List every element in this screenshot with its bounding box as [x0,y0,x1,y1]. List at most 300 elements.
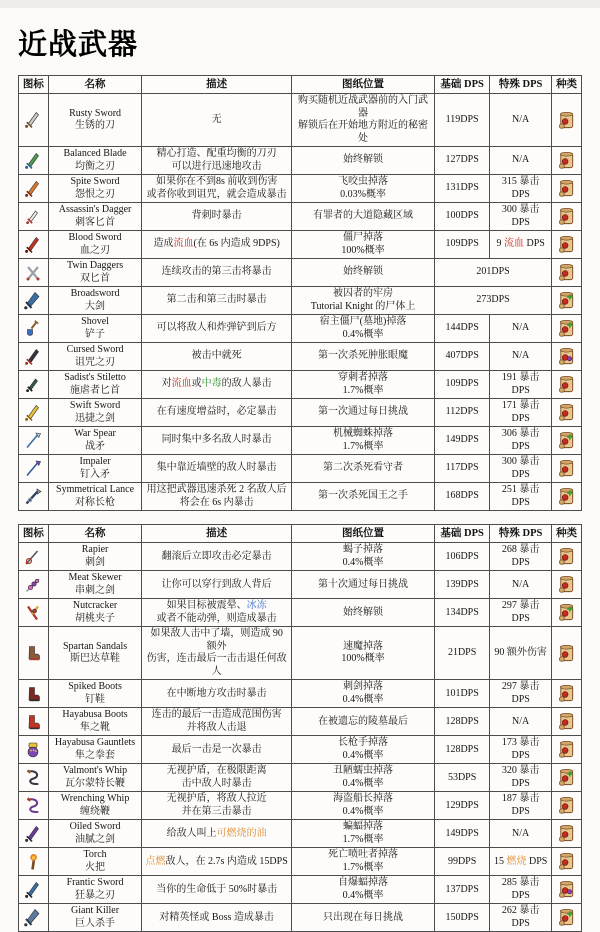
description-line [144,406,289,419]
weapon-name-en: Nutcracker [72,600,118,612]
special-dps-cell [490,455,552,483]
location-cell [292,343,435,371]
weapon-name-en: Oiled Sword [69,821,121,833]
base-dps-cell: 149DPS [435,820,490,848]
description-cell [142,571,292,599]
special-dps-cell [490,399,552,427]
text-segment: 300 暴击 DPS [501,204,540,228]
name-cell [48,175,141,203]
text-segment: N/A [512,578,530,590]
description-cell [142,287,292,315]
weapon-icon-cell [19,627,49,680]
blueprint-scroll-icon-red [557,458,576,479]
description-cell [142,483,292,511]
type-cell [552,259,582,287]
description-line [144,484,289,497]
text-segment: 给敌人叫上 [166,827,217,839]
type-cell [552,736,582,764]
name-cell [48,680,141,708]
weapon-row [19,904,582,932]
special-dps-cell [490,876,552,904]
weapon-name-zh: 诅咒之刃 [75,356,116,368]
text-segment: N/A [512,715,530,727]
column-header-type: 种类 [552,76,582,94]
weapon-name-en: Sadist's Stiletto [64,372,126,384]
merged-dps-cell: 201DPS [435,259,552,287]
weapon-row [19,231,582,259]
description-cell [142,543,292,571]
description-cell [142,627,292,680]
text-segment: 冰冻 [246,600,267,612]
type-cell [552,483,582,511]
weapon-name-zh: 串刺之剑 [75,584,116,596]
text-segment: 如果目标被震晕、 [166,600,247,612]
skewer-weapon-icon [23,575,43,595]
location-cell [292,371,435,399]
text-segment: 251 暴击 DPS [501,484,540,508]
weapon-row [19,820,582,848]
weapon-row [19,147,582,175]
location-line: 始终解锁 [343,154,384,166]
description-cell [142,371,292,399]
text-segment: 或者你收到诅咒，就会造成暴击 [146,188,287,200]
column-header-base-dps: 基础 DPS [435,76,490,94]
special-dps-cell [490,904,552,932]
name-cell [48,543,141,571]
whip-weapon-icon [23,796,43,816]
weapon-name-zh: 铲子 [85,328,106,340]
location-cell [292,483,435,511]
blueprint-scroll-icon-red [557,851,576,872]
description-cell [142,399,292,427]
whip-weapon-icon [23,768,43,788]
base-dps-cell: 53DPS [435,764,490,792]
text-segment: 无视护盾，将敌人拉近 [166,793,267,805]
base-dps-cell: 168DPS [435,483,490,511]
location-cell [292,876,435,904]
weapon-name-en: Hayabusa Gauntlets [54,737,136,749]
base-dps-cell: 127DPS [435,147,490,175]
special-dps-cell [490,708,552,736]
type-cell [552,203,582,231]
location-line: 速魔掉落 [343,640,384,652]
location-line: 蝎子掉落 [343,544,384,556]
base-dps-cell: 100DPS [435,203,490,231]
weapon-row [19,708,582,736]
blueprint-scroll-icon-red [557,739,576,760]
blueprint-scroll-icon-red [557,178,576,199]
description-line [144,600,289,613]
location-line: 被囚者的牢房 [333,288,394,300]
description-cell [142,343,292,371]
column-header-icon: 图标 [19,76,49,94]
description-cell [142,680,292,708]
weapon-name-zh: 胡桃夹子 [75,612,116,624]
text-segment: 187 暴击 DPS [501,793,540,817]
blueprint-scroll-icon-red [557,795,576,816]
location-cell [292,455,435,483]
text-segment: 15 [493,855,507,867]
text-segment: 191 暴击 DPS [501,372,540,396]
location-line: 飞咬虫掉落 [338,176,389,188]
weapon-icon-cell [19,820,49,848]
base-dps-cell: 21DPS [435,627,490,680]
location-line: 宿主僵尸(墓地)掉落 [319,316,407,328]
text-segment: 对 [161,378,172,390]
text-segment: 第二击和第三击时暴击 [166,294,267,306]
text-segment: 伤害，连击最后一击击退任何敌人 [146,653,287,677]
location-line: 第十次通过每日挑战 [318,578,409,590]
location-line: 第二次杀死看守者 [323,462,404,474]
location-line: 1.7%概率 [342,861,384,873]
weapon-icon-cell [19,259,49,287]
weapon-name-en: Impaler [79,456,111,468]
weapon-icon-cell [19,792,49,820]
location-line: 100%概率 [341,653,385,665]
description-line [144,828,289,841]
weapon-icon-cell [19,599,49,627]
blueprint-scroll-icon-red [557,374,576,395]
location-line: 0.4%概率 [342,749,384,761]
name-cell [48,287,141,315]
blueprint-scroll-icon-red [557,711,576,732]
base-dps-cell: 149DPS [435,427,490,455]
blueprint-scroll-icon-red [557,402,576,423]
column-header-base-dps: 基础 DPS [435,525,490,543]
text-segment: 可以进行迅速地攻击 [171,160,262,172]
description-line [144,653,289,678]
description-line [144,688,289,701]
special-dps-cell [490,792,552,820]
weapon-name-zh: 隼之靴 [80,721,111,733]
special-dps-cell [490,627,552,680]
weapon-name-zh: 钉鞋 [85,693,106,705]
gauntlet-weapon-icon [23,740,43,760]
location-cell [292,259,435,287]
name-cell [48,848,141,876]
special-dps-cell [490,848,552,876]
special-dps-cell [490,764,552,792]
column-header-icon: 图标 [19,525,49,543]
weapon-name-en: Spiked Boots [68,681,122,693]
base-dps-cell: 134DPS [435,599,490,627]
description-line [144,912,289,925]
type-cell [552,680,582,708]
blueprint-scroll-icon-red-green [557,767,576,788]
text-segment: 当你的生命低于 50%时暴击 [156,883,278,895]
location-line: 0.4%概率 [342,693,384,705]
special-dps-cell [490,427,552,455]
weapon-icon-cell [19,455,49,483]
special-dps-cell [490,231,552,259]
type-cell [552,399,582,427]
description-line [144,722,289,735]
blueprint-scroll-icon-red [557,206,576,227]
spear-weapon-icon [23,459,43,479]
weapon-icon-cell [19,427,49,455]
description-cell [142,455,292,483]
boot-weapon-icon [23,643,43,663]
text-segment: N/A [512,322,530,334]
weapon-row [19,680,582,708]
weapon-name-zh: 大剑 [85,300,106,312]
name-cell [48,343,141,371]
weapon-icon-cell [19,203,49,231]
weapon-row [19,455,582,483]
special-dps-cell [490,599,552,627]
text-segment: DPS [523,238,545,250]
weapon-row [19,371,582,399]
weapon-name-zh: 双匕首 [80,272,111,284]
weapon-row [19,627,582,680]
weapon-row [19,764,582,792]
text-segment: 造成 [153,238,174,250]
description-cell [142,708,292,736]
text-segment: 精心打造、配重均衡的刀刃 [156,148,277,160]
weapon-name-en: Rusty Sword [69,107,122,119]
text-segment: 流血 [171,378,192,390]
name-cell [48,820,141,848]
location-cell [292,680,435,708]
page-title: 近战武器 [18,27,139,61]
description-line [144,434,289,447]
location-line: 僵尸掉落 [343,232,384,244]
weapon-name-zh: 施虐者匕首 [70,384,121,396]
sword-weapon-icon [23,110,43,130]
boot-weapon-icon [23,712,43,732]
location-line: 0.4%概率 [342,556,384,568]
dagger-weapon-icon [23,375,43,395]
weapon-name-en: War Spear [74,428,116,440]
text-segment: 300 暴击 DPS [501,456,540,480]
blueprint-scroll-icon-red [557,150,576,171]
weapon-row [19,399,582,427]
weapon-name-zh: 狂暴之刃 [75,889,116,901]
type-cell [552,343,582,371]
location-line: 死亡喷吐者掉落 [328,849,399,861]
description-line [144,266,289,279]
description-cell [142,599,292,627]
page-top-margin [0,0,600,8]
text-segment: 无 [211,113,222,125]
text-segment: 连击的最后一击造成范围伤害 [151,709,282,721]
weapon-name-zh: 对称长枪 [75,496,116,508]
weapon-name-en: Frantic Sword [66,877,124,889]
location-line: 只出现在每日挑战 [323,911,404,923]
description-cell [142,203,292,231]
weapon-icon-cell [19,680,49,708]
base-dps-cell: 128DPS [435,708,490,736]
text-segment: 可以将敌人和炸弹铲到后方 [156,322,277,334]
column-header-location: 图纸位置 [292,76,435,94]
type-cell [552,876,582,904]
location-line: 0.4%概率 [342,777,384,789]
type-cell [552,147,582,175]
weapon-icon-cell [19,708,49,736]
text-segment: 268 暴击 DPS [501,544,540,568]
text-segment: N/A [512,113,530,125]
weapon-icon-cell [19,904,49,932]
text-segment: 9 [496,238,504,250]
location-cell [292,94,435,147]
text-segment: N/A [512,154,530,166]
description-cell [142,94,292,147]
weapon-row [19,571,582,599]
text-segment: 将会在 6s 内暴击 [179,496,254,508]
column-header-special-dps: 特殊 DPS [490,76,552,94]
location-line: 丑陋蠕虫掉落 [333,765,394,777]
location-line: 长枪手掉落 [338,737,389,749]
broadsword-weapon-icon [23,291,43,311]
text-segment: 击中敌人时暴击 [181,777,252,789]
description-cell [142,175,292,203]
location-line: 有罪者的大道隐藏区域 [313,210,414,222]
text-segment: 被击中就死 [191,350,242,362]
location-line: 第一次杀死国王之手 [318,490,409,502]
location-cell [292,904,435,932]
description-line [144,176,289,189]
description-line [144,462,289,475]
special-dps-cell [490,820,552,848]
location-line: 解锁后在开始地方附近的秘密处 [298,120,429,144]
name-cell [48,94,141,147]
blueprint-scroll-icon-red [557,262,576,283]
text-segment: 315 暴击 DPS [501,176,540,200]
melee-weapons-table-lower [18,524,582,932]
torch-weapon-icon [23,852,43,872]
name-cell [48,455,141,483]
type-cell [552,175,582,203]
weapon-icon-cell [19,371,49,399]
type-cell [552,315,582,343]
location-cell [292,708,435,736]
type-cell [552,94,582,147]
weapon-name-en: Valmont's Whip [62,765,128,777]
description-line [144,806,289,819]
weapon-name-zh: 隼之拳套 [75,749,116,761]
text-segment: 背刺时暴击 [191,210,242,222]
special-dps-cell [490,483,552,511]
special-dps-cell [490,736,552,764]
weapon-icon-cell [19,736,49,764]
text-segment: 流血 [503,238,524,250]
blueprint-scroll-icon-red [557,643,576,664]
column-header-type: 种类 [552,525,582,543]
name-cell [48,599,141,627]
base-dps-cell: 109DPS [435,371,490,399]
description-line [144,378,289,391]
name-cell [48,792,141,820]
special-dps-cell [490,543,552,571]
name-cell [48,764,141,792]
text-segment: (在 6s 内造成 9DPS) [193,238,280,250]
description-line [144,613,289,626]
blueprint-scroll-icon-red [557,110,576,131]
type-cell [552,543,582,571]
weapon-icon-cell [19,147,49,175]
weapon-name-zh: 斯巴达草鞋 [70,653,121,665]
type-cell [552,371,582,399]
weapon-name-en: Spite Sword [70,176,120,188]
text-segment: 297 暴击 DPS [501,600,540,624]
location-cell [292,627,435,680]
sword-weapon-icon [23,151,43,171]
text-segment: 让你可以穿行到敌人背后 [161,578,272,590]
description-line [144,744,289,757]
description-line [144,884,289,897]
blueprint-scroll-icon-red-purple [557,346,576,367]
location-cell [292,792,435,820]
weapon-row [19,203,582,231]
special-dps-cell [490,343,552,371]
description-line [144,350,289,363]
sword-weapon-icon [23,347,43,367]
location-line: 蝙蝠掉落 [343,821,384,833]
location-cell [292,315,435,343]
location-cell [292,147,435,175]
blueprint-scroll-icon-red [557,823,576,844]
text-segment: N/A [512,350,530,362]
weapon-name-zh: 钉入矛 [80,468,111,480]
spear-weapon-icon [23,431,43,451]
weapon-name-en: Swift Sword [69,400,121,412]
weapon-name-en: Hayabusa Boots [62,709,128,721]
name-cell [48,708,141,736]
special-dps-cell [490,315,552,343]
weapon-name-zh: 迅捷之剑 [75,412,116,424]
weapon-row [19,343,582,371]
name-cell [48,904,141,932]
sword-weapon-icon [23,824,43,844]
text-segment: 并将敌人击退 [186,721,247,733]
name-cell [48,203,141,231]
text-segment: DPS [526,855,548,867]
description-cell [142,792,292,820]
text-segment: 297 暴击 DPS [501,681,540,705]
type-cell [552,287,582,315]
sword-weapon-icon [23,235,43,255]
location-line: 0.4%概率 [342,805,384,817]
name-cell [48,571,141,599]
base-dps-cell: 139DPS [435,571,490,599]
type-cell [552,571,582,599]
header-row [19,76,582,94]
special-dps-cell [490,680,552,708]
base-dps-cell: 129DPS [435,792,490,820]
name-cell [48,876,141,904]
name-cell [48,147,141,175]
text-segment: 173 暴击 DPS [501,737,540,761]
text-segment: 如果敌人击中了墙，则造成 90 额外 [150,628,283,652]
text-segment: 连续攻击的第三击将暴击 [161,266,272,278]
weapon-row [19,543,582,571]
text-segment: 敌人，在 2.7s 内造成 15DPS [165,855,288,867]
weapon-row [19,427,582,455]
text-segment: 306 暴击 DPS [501,428,540,452]
description-line [144,579,289,592]
text-segment: 同时集中多名敌人时暴击 [161,434,272,446]
description-line [144,551,289,564]
blueprint-scroll-icon-red-green [557,430,576,451]
location-line: 1.7%概率 [342,833,384,845]
weapon-row [19,876,582,904]
description-cell [142,736,292,764]
text-segment: 集中靠近墙壁的敌人时暴击 [156,462,277,474]
text-segment: 171 暴击 DPS [501,400,540,424]
location-cell [292,764,435,792]
melee-weapons-table-upper [18,75,582,511]
base-dps-cell: 150DPS [435,904,490,932]
